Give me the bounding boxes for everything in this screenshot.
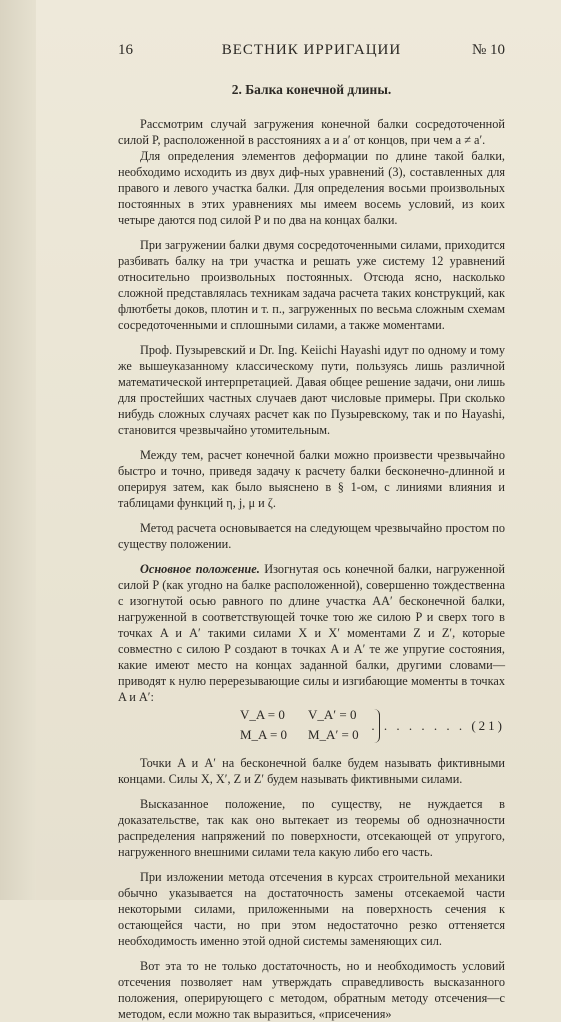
paragraph-4: Проф. Пузыревский и Dr. Ing. Keiichi Hayashi идут по одному и тому же вышеуказанному классическому пути, пользуясь лишь различной математической интерпретацией. Давая общее решение задачи, они лишь для простейших частных случаев дают числовые примеры. При сколько нибудь сложных случаях расчет как по Пузыревскому, так и по Hayashi, становится чрезвычайно утомительным. (118, 343, 505, 437)
formula-shear-a-prime: V_A′ = 0 (308, 707, 357, 722)
formula-moment-a: M_A = 0 (240, 727, 288, 742)
paragraph-11: Вот эта то не только достаточность, но и необходимость условий отсечения позволяет нам утверждать справедливость высказанного положения, оперирующего с методом, обратным методу отсечения—с методом, если можно так выразиться, «присечения» (118, 959, 505, 1021)
paragraph-5: Между тем, расчет конечной балки можно произвести чрезвычайно быстро и точно, приведя задачу к расчету балки бесконечно-длинной и оперируя затем, как было выяснено в § 1-ом, с линиями влияния и таблицами функций η, j, μ и ζ. (118, 448, 505, 510)
boundary-conditions-formula (118, 707, 505, 747)
formula-moment-a-prime: M_A′ = 0 (308, 727, 359, 742)
page-header (118, 42, 505, 68)
paragraph-10: При изложении метода отсечения в курсах строительной механики обычно указывается на достаточность замены отсекаемой части некоторыми силами, приложенными на поверхность сечения к остающейся части, но при этом недостаточно резко оттеняется необходимость именно этой одной системы заменяющих сил. (118, 870, 505, 948)
issue-number: № 10 (471, 42, 505, 58)
formula-shear-a: V_A = 0 (240, 707, 285, 722)
paragraph-3: При загружении балки двумя сосредоточенными силами, приходится разбивать балку на три участка и решать уже систему 12 уравнений относительно произвольных постоянных. Отсюда ясно, насколько сложной представлялась техникам задача расчета таких конструкций, как флютбеты доков, плотин и т. п., загруженных по весьма сложным схемам сосредоточенными и сплошными силами, а также моментами. (118, 238, 505, 332)
section-title: 2. Балка конечной длины. (231, 82, 392, 97)
paragraph-2: Для определения элементов деформации по длине такой балки, необходимо исходить из двух диф-ных уравнений (3), составленных для правого и левого участка балки. Для определения восьми произвольных постоянных в этих уравнениях мы имеем восемь условий, из коих четыре даются под силой P и по два на концах балки. (118, 149, 505, 227)
key-statement-label: Основное положение. (140, 562, 260, 576)
paragraph-1: Рассмотрим случай загружения конечной балки сосредоточенной силой P, расположенной в расстояниях a и a′ от концов, при чем a ≠ a′. (118, 117, 505, 147)
paragraph-8: Точки A и A′ на бесконечной балке будем называть фиктивными концами. Силы X, X′, Z и Z′ будем называть фиктивными силами. (118, 756, 505, 786)
equation-number: . . . . . . . . (21) (371, 718, 505, 733)
journal-title: ВЕСТНИК ИРРИГАЦИИ (221, 42, 402, 58)
key-statement-text: Изогнутая ось конечной балки, нагруженной силой P (как угодно на балке расположенной), совершенно тождественна с изогнутой осью равного по длине участка AA′ бесконечной балки, нагруженной в соответствующей точке тою же силою P и сверх того в точках A и A′ такими силами X и X′ моментами Z и Z′, которые совместно с силою P создают в точках A и A′ те же упругие состояния, какие имеют место на концах заданной балки, другими словами—приводят к нулю перерезывающие силы и изгибающие моменты в точках A и A′: (118, 562, 505, 704)
paragraph-6: Метод расчета основывается на следующем чрезвычайно простом по существу положении. (118, 521, 505, 551)
paragraph-7 (118, 561, 505, 705)
page-number: 16 (118, 42, 133, 58)
paragraph-9: Высказанное положение, по существу, не нуждается в доказательстве, так как оно вытекает из теоремы об однозначности распределения напряжений по поверхности, отсекающей от упругого, нагруженного внешними силами тела какую либо его часть. (118, 797, 505, 859)
